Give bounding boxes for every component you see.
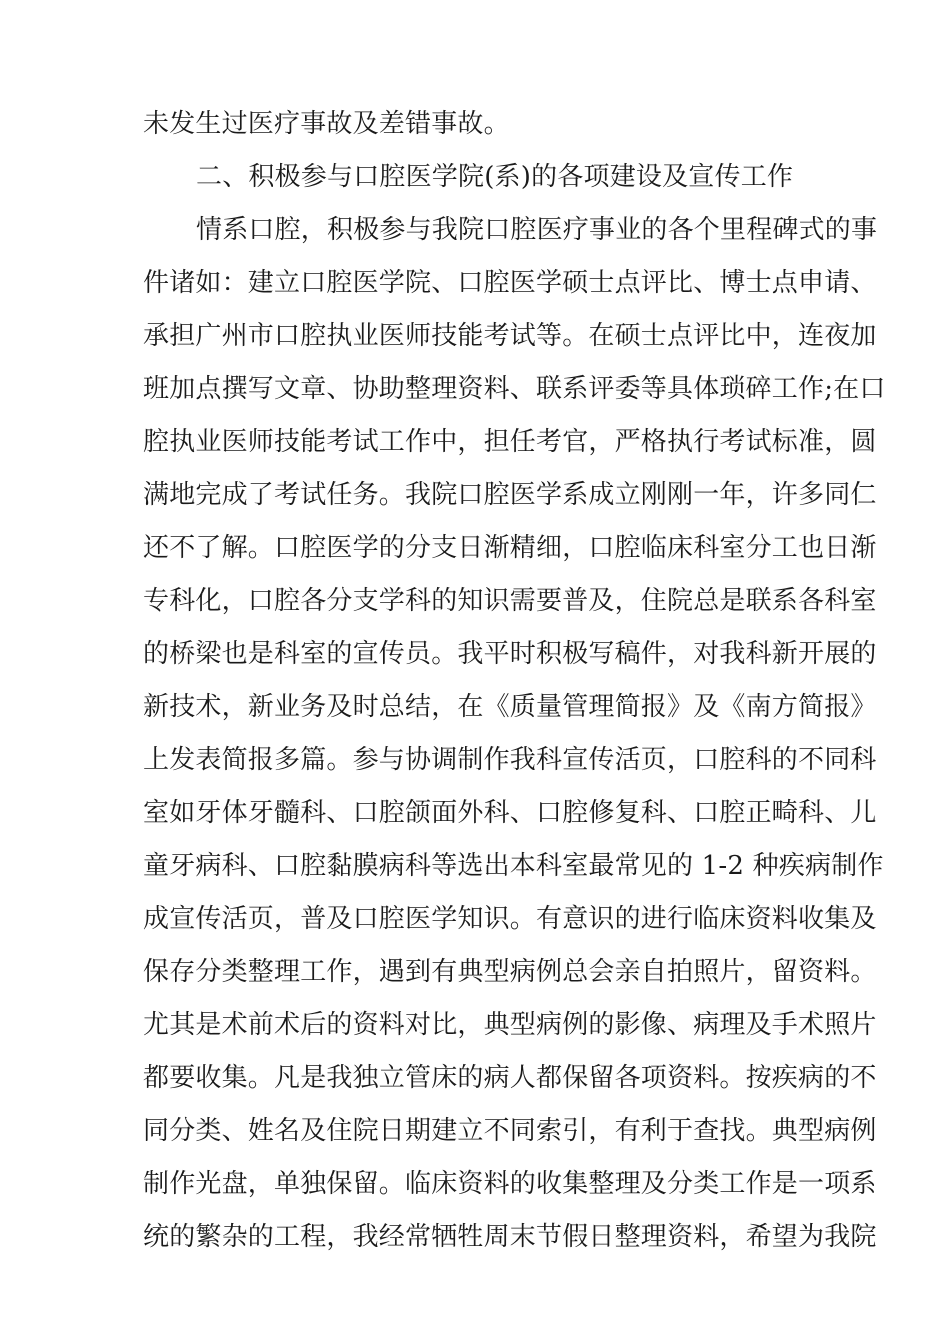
text-line: 班加点撰写文章、协助整理资料、联系评委等具体琐碎工作;在口 [143,374,886,404]
text-line: 同分类、姓名及住院日期建立不同索引，有利于查找。典型病例 [143,1116,877,1146]
text-line: 满地完成了考试任务。我院口腔医学系成立刚刚一年，许多同仁 [143,480,877,510]
text-line: 的桥梁也是科室的宣传员。我平时积极写稿件，对我科新开展的 [143,639,877,669]
text-line: 制作光盘，单独保留。临床资料的收集整理及分类工作是一项系 [143,1169,877,1199]
text-line: 尤其是术前术后的资料对比，典型病例的影像、病理及手术照片 [143,1010,877,1040]
text-line: 成宣传活页，普及口腔医学知识。有意识的进行临床资料收集及 [143,904,877,934]
text-line: 新技术，新业务及时总结，在《质量管理简报》及《南方简报》 [143,692,877,722]
text-line: 统的繁杂的工程，我经常牺牲周末节假日整理资料，希望为我院 [143,1222,877,1252]
section-heading: 二、积极参与口腔医学院(系)的各项建设及宣传工作 [196,162,794,192]
text-line: 情系口腔，积极参与我院口腔医疗事业的各个里程碑式的事 [196,215,878,245]
text-line: 件诸如：建立口腔医学院、口腔医学硕士点评比、博士点申请、 [143,268,877,298]
text-line: 腔执业医师技能考试工作中，担任考官，严格执行考试标准，圆 [143,427,877,457]
text-line: 专科化，口腔各分支学科的知识需要普及，住院总是联系各科室 [143,586,877,616]
text-line: 保存分类整理工作，遇到有典型病例总会亲自拍照片，留资料。 [143,957,877,987]
text-line: 还不了解。口腔医学的分支日渐精细，口腔临床科室分工也日渐 [143,533,877,563]
text-line: 室如牙体牙髓科、口腔颌面外科、口腔修复科、口腔正畸科、儿 [143,798,877,828]
text-line: 未发生过医疗事故及差错事故。 [143,109,510,139]
text-line: 承担广州市口腔执业医师技能考试等。在硕士点评比中，连夜加 [143,321,877,351]
text-line: 童牙病科、口腔黏膜病科等选出本科室最常见的 1-2 种疾病制作 [143,851,884,881]
text-line: 上发表简报多篇。参与协调制作我科宣传活页，口腔科的不同科 [143,745,877,775]
text-line: 都要收集。凡是我独立管床的病人都保留各项资料。按疾病的不 [143,1063,877,1093]
